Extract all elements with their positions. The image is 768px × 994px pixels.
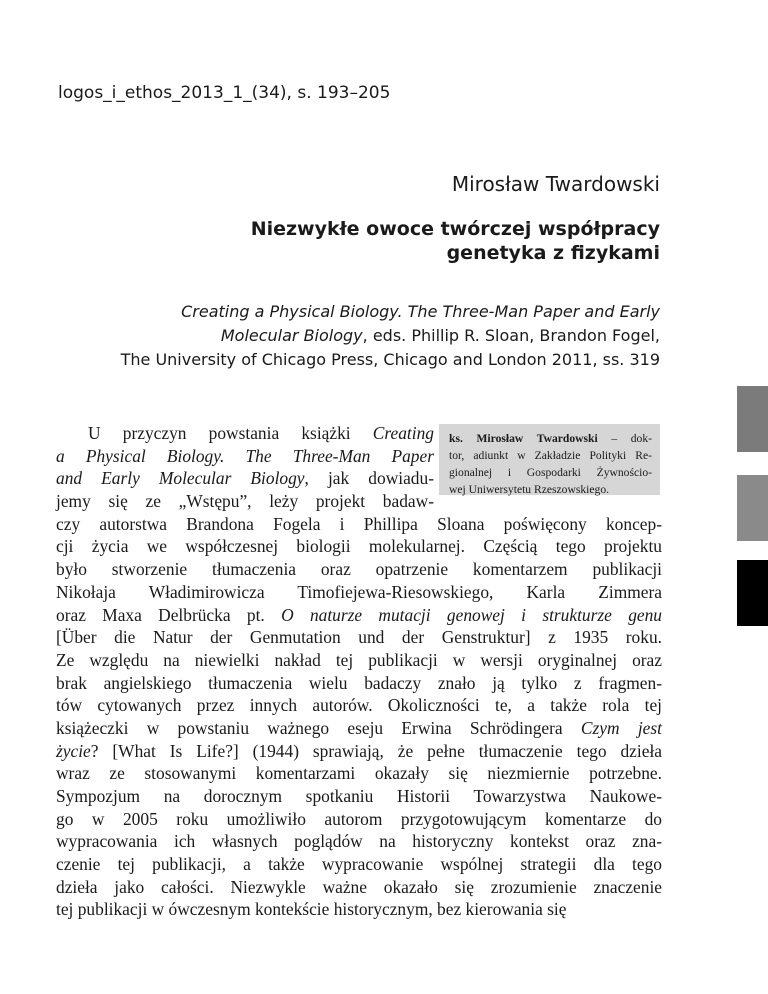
body-italic: Czym jest xyxy=(580,717,662,738)
body-line: Sympozjum na dorocznym spotkaniu Historii Towarzystwa Naukowe- xyxy=(56,786,662,806)
body-line: Nikołaja Władimirowicza Timofiejewa-Riesowskiego, Karla Zimmera xyxy=(56,581,662,602)
body-paragraph xyxy=(56,422,662,921)
body-line: cji życia we współczesnej biologii molekularnej. Częścią tego projektu xyxy=(56,536,662,557)
body-line: go w 2005 roku umożliwiło autorom przygotowującym komentarze do xyxy=(56,808,662,829)
citation-line-2 xyxy=(121,324,660,348)
bio-text: – dok- xyxy=(597,432,652,445)
body-line xyxy=(56,467,434,490)
body-line: tów cytowanych przez innych autorów. Okoliczności te, a także rola tej xyxy=(56,695,662,716)
bio-line: gionalnej i Gospodarki Żywnościo- xyxy=(449,466,652,479)
article-title-line-1: Niezwykłe owoce twórczej współpracy xyxy=(250,218,660,240)
body-line: [Über die Natur der Genmutation und der Genstruktur] z 1935 roku. xyxy=(56,627,662,648)
body-line: Ze względu na niewielki nakład tej publikacji w wersji oryginalnej oraz xyxy=(56,649,662,670)
body-text: , jak dowiadu- xyxy=(304,468,434,489)
reviewed-work-citation xyxy=(121,300,660,372)
section-thumb-tab-active xyxy=(737,560,768,626)
body-line xyxy=(56,422,434,445)
bio-line: tor, adiunkt w Zakładzie Polityki Re- xyxy=(449,449,652,462)
journal-reference: logos_i_ethos_2013_1_(34), s. 193–205 xyxy=(58,83,391,103)
citation-line-3: The University of Chicago Press, Chicago and London 2011, ss. 319 xyxy=(120,350,660,369)
body-line: jemy się ze „Wstępu”, leży projekt badaw- xyxy=(56,491,434,512)
body-text: oraz Maxa Delbrücka pt. xyxy=(56,604,282,625)
body-text: książeczki w powstaniu ważnego eseju Erwina Schrödingera xyxy=(56,717,581,738)
body-line: dzieła jako całości. Niezwykle ważne okazało się zrozumienie znaczenie xyxy=(56,876,662,897)
body-line xyxy=(56,717,662,740)
article-title-line-2: genetyka z fizykami xyxy=(446,242,660,264)
section-thumb-tab xyxy=(737,475,768,541)
citation-book-title: Creating a Physical Biology. The Three-Man Paper and Early xyxy=(181,302,660,321)
article-title xyxy=(251,217,660,265)
bio-line: wej Uniwersytetu Rzeszowskiego. xyxy=(449,483,610,496)
body-line: wypracowania ich własnych poglądów na historyczny kontekst oraz zna- xyxy=(56,831,662,852)
author-name: Mirosław Twardowski xyxy=(451,172,660,196)
body-italic: and Early Molecular Biology xyxy=(56,468,305,489)
body-line: tej publikacji w ówczesnym kontekście historycznym, bez kierowania się xyxy=(56,899,567,920)
body-line: brak angielskiego tłumaczenia wielu badaczy znało ją tylko z fragmen- xyxy=(56,672,662,693)
citation-editors: , eds. Phillip R. Sloan, Brandon Fogel, xyxy=(362,326,660,345)
body-italic: O naturze mutacji genowej i strukturze genu xyxy=(281,604,662,625)
body-italic: Creating xyxy=(372,423,434,443)
body-italic: życie xyxy=(56,740,91,761)
body-line xyxy=(56,445,434,468)
body-line: było stworzenie tłumaczenia oraz opatrzenie komentarzem publikacji xyxy=(56,559,662,580)
body-italic: a Physical Biology. The Three-Man Paper xyxy=(56,445,434,466)
section-thumb-tab xyxy=(737,386,768,452)
body-text: ? [What Is Life?] (1944) sprawiają, że pełne tłumaczenie tego dzieła xyxy=(90,740,662,761)
body-text: U przyczyn powstania książki xyxy=(88,423,373,443)
body-line: czenie tej publikacji, a także wypracowanie wspólnej strategii dla tego xyxy=(56,854,662,875)
citation-line-1 xyxy=(121,300,660,324)
body-line: wraz ze stosowanymi komentarzami okazały się niezmiernie potrzebne. xyxy=(56,763,662,784)
body-line xyxy=(56,604,662,627)
bio-author-name: ks. Mirosław Twardowski xyxy=(449,432,598,445)
body-line xyxy=(56,740,662,763)
body-line: czy autorstwa Brandona Fogela i Phillipa Sloana poświęcony koncep- xyxy=(56,513,662,534)
citation-book-title-cont: Molecular Biology xyxy=(220,326,363,345)
